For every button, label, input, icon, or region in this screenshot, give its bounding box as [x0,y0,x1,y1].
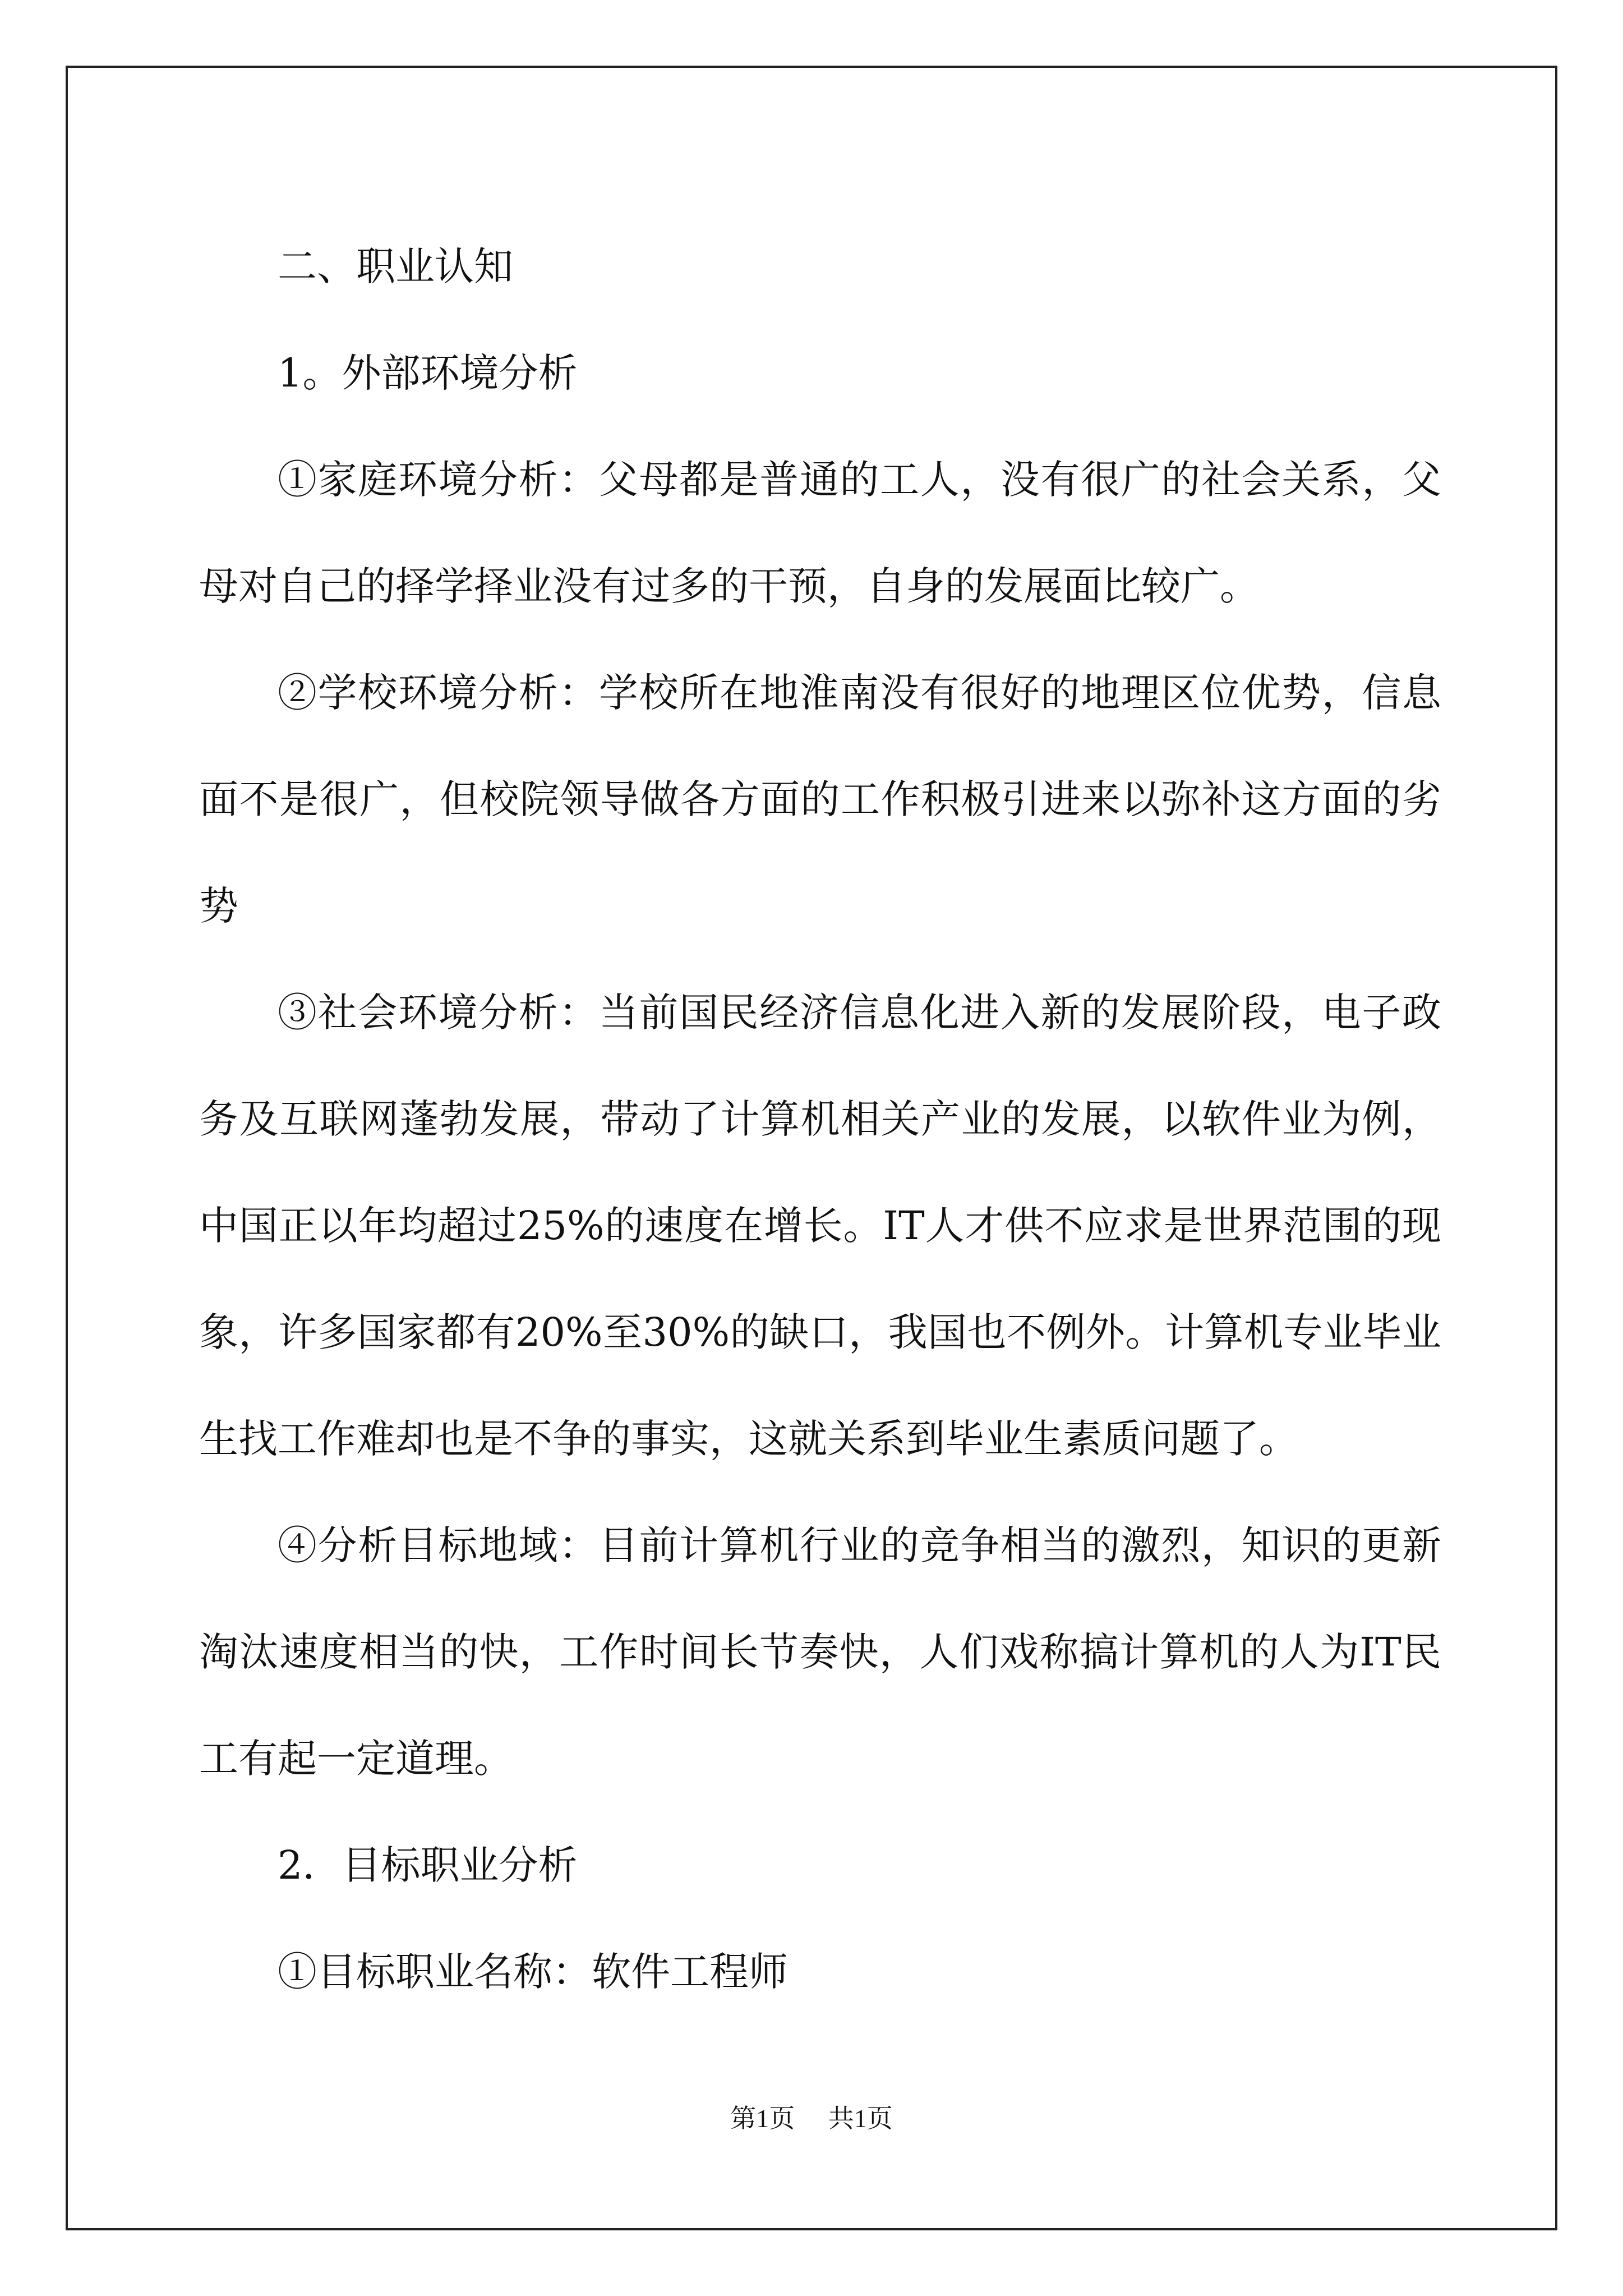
paragraph-family-environment: ①家庭环境分析：父母都是普通的工人，没有很广的社会关系，父母对自己的择学择业没有过多的干预，自身的发展面比较广。 [199,457,1441,609]
subsection-heading-target-career: 2．目标职业分析 [278,1842,578,1888]
page-number: 第1页 [730,2104,795,2133]
document-body [199,213,1441,2025]
subsection-heading: 1。外部环境分析 [278,350,578,396]
paragraph-social-environment: ③社会环境分析：当前国民经济信息化进入新的发展阶段，电子政务及互联网蓬勃发展，带动了计算机相关产业的发展，以软件业为例，中国正以年均超过25%的速度在增长。IT人才供不应求是世界范围的现象，许多国家都有20%至30%的缺口，我国也不例外。计算机专业毕业生找工作难却也是不争的事实，这就关系到毕业生素质问题了。 [199,990,1441,1462]
paragraph-target-career-name: ①目标职业名称：软件工程师 [278,1949,788,1995]
paragraph-target-region: ④分析目标地域：目前计算机行业的竞争相当的激烈，知识的更新淘汰速度相当的快，工作时间长节奏快，人们戏称搞计算机的人为IT民工有起一定道理。 [199,1522,1441,1782]
section-heading: 二、职业认知 [278,243,513,289]
paragraph-school-environment: ②学校环境分析：学校所在地淮南没有很好的地理区位优势，信息面不是很广，但校院领导做各方面的工作积极引进来以弥补这方面的劣势 [199,670,1441,929]
page-total: 共1页 [828,2104,893,2133]
page-footer [0,2098,1623,2135]
